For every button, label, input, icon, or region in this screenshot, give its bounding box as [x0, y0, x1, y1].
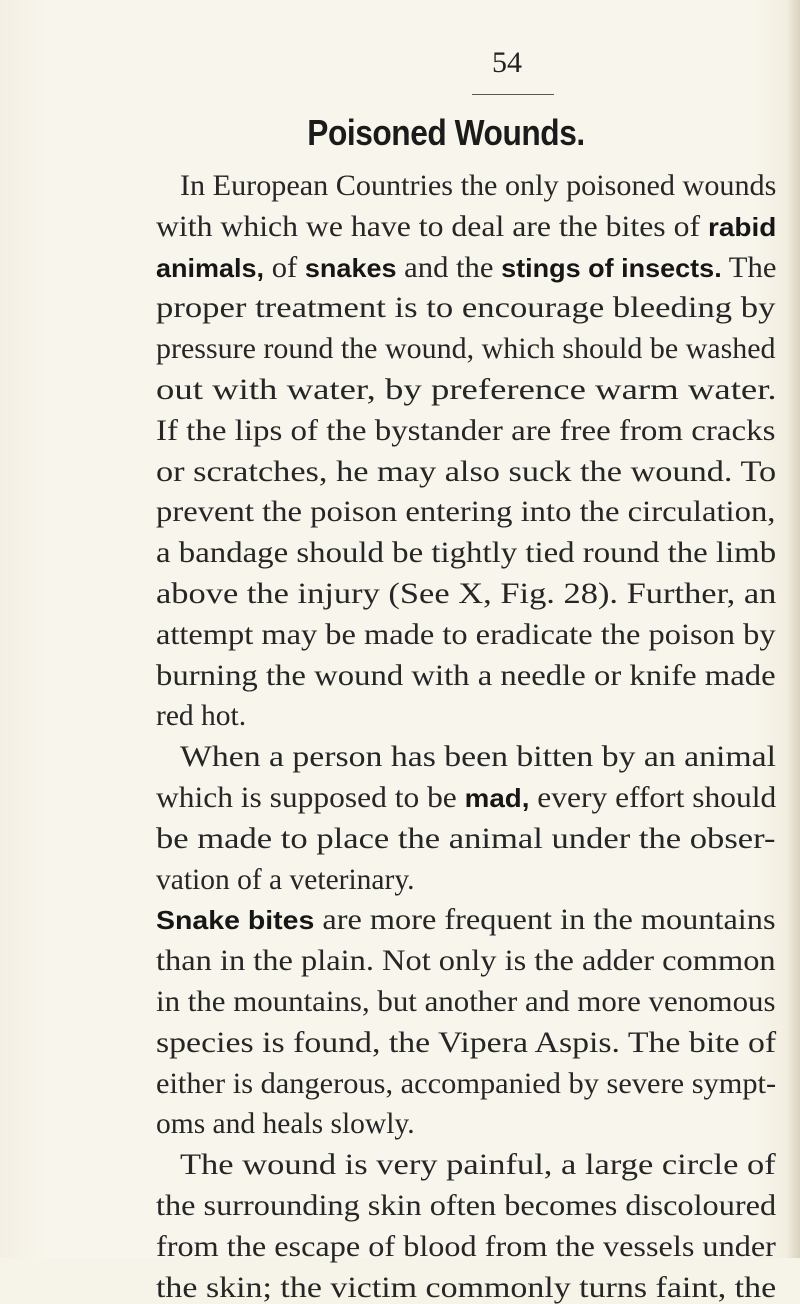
text-line [156, 1108, 415, 1140]
text-run: which is supposed to be [156, 782, 465, 814]
text-run: burning the wound with a needle or knife made [156, 659, 776, 692]
text-line [156, 1272, 776, 1304]
text-run: be made to place the animal under the obser- [156, 822, 776, 855]
text-run: vation of a veterinary. [156, 863, 415, 896]
text-line [156, 1190, 776, 1222]
text-run: The [721, 251, 777, 284]
bold-term: animals, [156, 252, 265, 283]
page-number-rule [472, 94, 554, 95]
text-line [156, 333, 776, 365]
text-run: The wound is very painful, a large circle of [180, 1149, 776, 1182]
bold-term: snakes [304, 252, 397, 283]
text-line [156, 986, 776, 1018]
text-run: above the injury (See X, Fig. 28). Further, an [156, 578, 777, 610]
text-run: either is dangerous, accompanied by severe sympt- [156, 1067, 777, 1100]
text-run: red hot. [156, 700, 247, 733]
text-run: and the [396, 251, 502, 284]
text-run: with which we have to deal are the bites of [156, 210, 708, 243]
text-run: than in the plain. Not only is the adder common [156, 945, 776, 978]
bold-term: stings of insects. [501, 252, 722, 283]
text-line [156, 823, 775, 855]
text-run: from the escape of blood from the vessels under [156, 1230, 776, 1263]
text-line [156, 1027, 776, 1059]
text-line [180, 741, 776, 773]
text-run: the surrounding skin often becomes discoloured [156, 1190, 777, 1222]
text-line [156, 1068, 776, 1100]
text-run: a bandage should be tightly tied round the limb [156, 537, 777, 570]
text-run: proper treatment is to encourage bleeding by [156, 292, 776, 325]
bold-term: Snake bites [156, 905, 315, 936]
text-run: out with water, by preference warm water. [156, 374, 777, 406]
text-line [156, 537, 776, 569]
text-run: of [264, 251, 305, 284]
text-line [156, 292, 775, 324]
text-line [156, 211, 776, 243]
text-run: attempt may be made to eradicate the poison by [156, 618, 776, 651]
page-edge-shadow [786, 0, 800, 1258]
text-line [180, 1149, 776, 1181]
text-line [156, 415, 775, 447]
text-run: or scratches, he may also suck the wound. To [156, 455, 777, 488]
page-number: 54 [492, 46, 522, 79]
text-line [180, 170, 776, 202]
text-run: the skin; the victim commonly turns faint, the [156, 1271, 777, 1304]
text-line [156, 864, 415, 896]
text-line [156, 456, 776, 488]
text-line [156, 252, 776, 284]
text-line [156, 374, 777, 406]
text-run: If the lips of the bystander are free from cracks [156, 414, 776, 447]
text-run: species is found, the Vipera Aspis. The bite of [156, 1026, 777, 1059]
text-run: In European Countries the only poisoned wounds [180, 170, 777, 202]
text-line [156, 904, 776, 936]
text-line [156, 578, 776, 610]
text-line [156, 782, 776, 814]
text-line [156, 660, 776, 692]
text-line [156, 619, 776, 651]
text-run: every effort should [529, 782, 777, 814]
text-run: prevent the poison entering into the circulation, [156, 496, 776, 529]
text-line [156, 496, 775, 528]
page-title: Poisoned Wounds. [307, 112, 585, 153]
bold-term: mad, [464, 783, 530, 813]
bold-term: rabid [707, 211, 777, 242]
text-line [156, 700, 246, 732]
text-run: are more frequent in the mountains [314, 904, 776, 937]
text-line [156, 945, 776, 977]
text-run: in the mountains, but another and more venomous [156, 986, 776, 1018]
text-run: When a person has been bitten by an animal [180, 741, 777, 774]
text-run: oms and heals slowly. [156, 1108, 415, 1141]
text-run: pressure round the wound, which should be washed [156, 333, 776, 366]
